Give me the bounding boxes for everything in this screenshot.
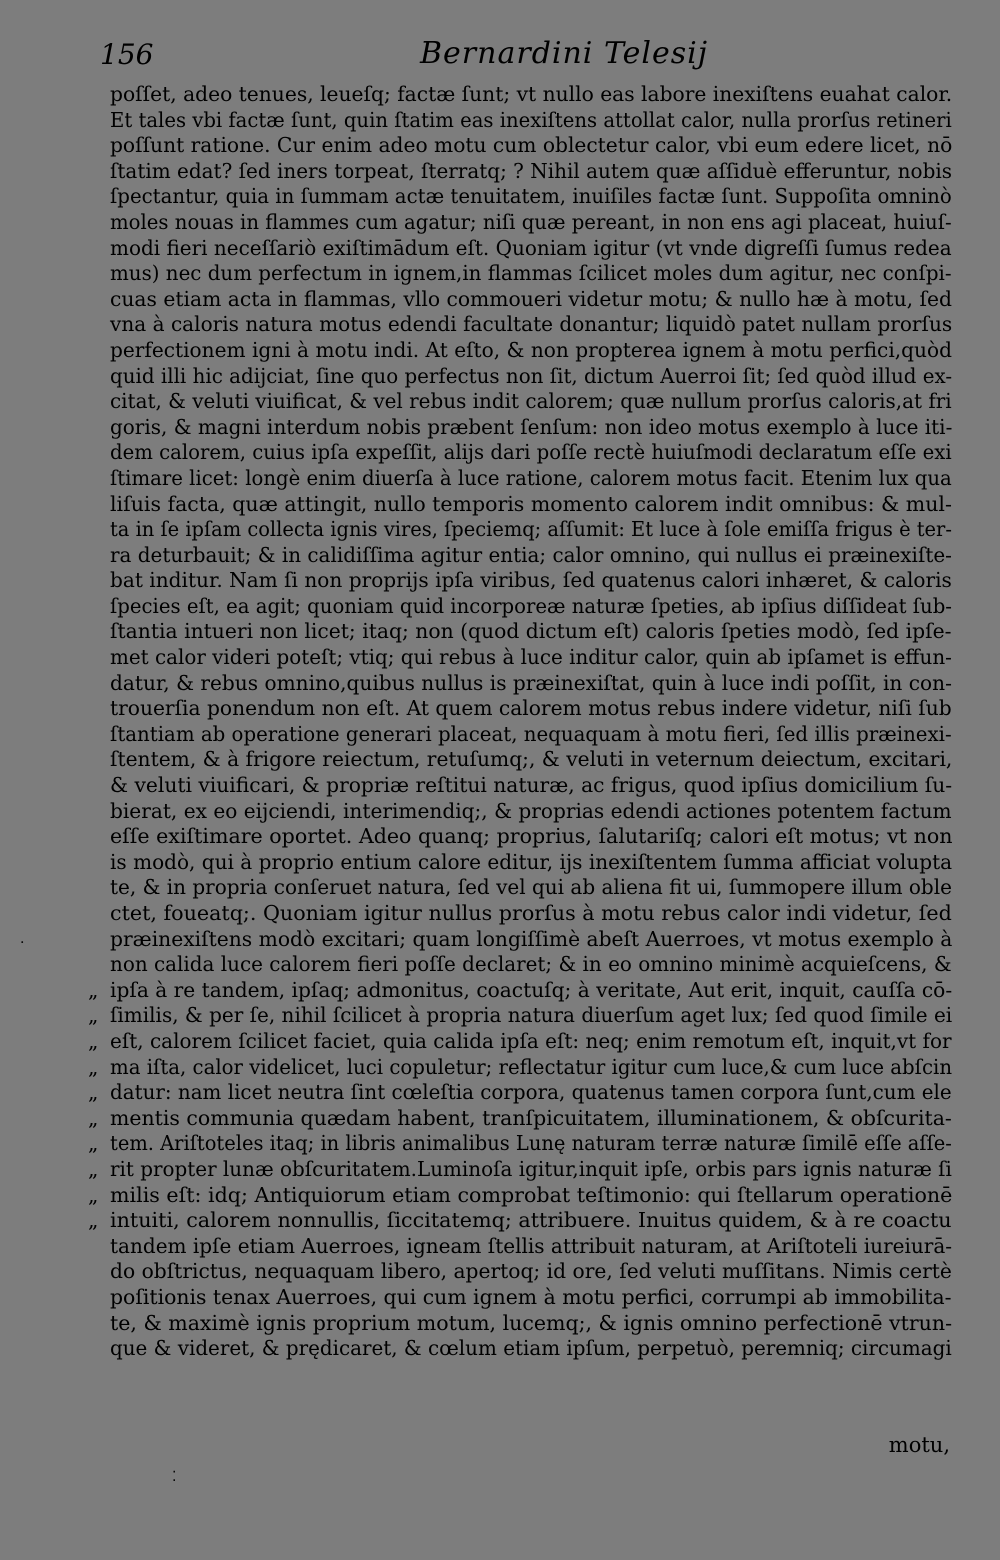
line-text: poſitionis tenax Auerroes, qui cum ignem à motu perfici, corrumpi ab immobilita- [110, 1284, 952, 1309]
line-text: goris, & magni interdum nobis præbent ſenſum: non ideo motus exemplo à luce iti- [110, 414, 953, 439]
line-text: ſpectantur, quia in ſummam actæ tenuitatem, inuiſiles factæ ſunt. Suppoſita omninò [110, 184, 952, 209]
text-line [0, 1157, 1000, 1183]
line-text: præinexiſtens modò excitari; quam longiſſimè abeſt Auerroes, vt motus exemplo à [110, 926, 953, 951]
text-line [0, 1183, 1000, 1209]
text-line [0, 799, 1000, 825]
quotation-marker: „ [88, 1003, 99, 1028]
text-line [0, 901, 1000, 927]
text-line [0, 312, 1000, 338]
text-line [0, 696, 1000, 722]
text-line [0, 645, 1000, 671]
text-line [0, 1311, 1000, 1337]
page-number: 156 [100, 38, 154, 71]
text-line [0, 543, 1000, 569]
line-text: perfectionem igni à motu indi. At eſto, & non propterea ignem à motu perfici,quòd [110, 337, 952, 362]
margin-speck: ⁚ [172, 1469, 177, 1485]
catchword: motu, [888, 1433, 950, 1457]
running-title: Bernardini Telesij [420, 36, 709, 71]
quotation-marker: „ [88, 1131, 99, 1156]
text-line [0, 568, 1000, 594]
text-line [0, 261, 1000, 287]
text-line [0, 133, 1000, 159]
line-text: ſtantiam ab operatione generari placeat, nequaquam à motu fieri, ſed illis præinexi- [110, 721, 952, 746]
line-text: datur: nam licet neutra ſint cœleſtia corpora, quatenus tamen corpora ſunt,cum ele [110, 1080, 952, 1105]
text-line [0, 184, 1000, 210]
line-text: tem. Ariſtoteles itaq; in libris animalibus Lunę naturam terræ naturæ ſimilē eſſe aſſe- [110, 1131, 952, 1156]
line-text: eſſe exiſtimare oportet. Adeo quanq; proprius, ſalutariſq; calori eſt motus; vt non [110, 824, 953, 849]
text-line [0, 1029, 1000, 1055]
text-line [0, 824, 1000, 850]
quotation-marker: „ [88, 1028, 99, 1053]
text-line [0, 389, 1000, 415]
text-line [0, 671, 1000, 697]
line-text: vna à caloris natura motus edendi facultate donantur; liquidò patet nullam prorſus [110, 312, 953, 337]
line-text: moles nouas in flammes cum agatur; niſi quæ pereant, in non ens agi placeat, huiuſ- [110, 209, 952, 234]
line-text: ſtentem, & à frigore reiectum, retuſumq;, & veluti in veternum deiectum, excitari, [110, 747, 953, 772]
text-line [0, 952, 1000, 978]
text-line [0, 927, 1000, 953]
page-header [100, 34, 960, 78]
line-text: met calor videri poteſt; vtiq; qui rebus à luce inditur calor, quin ab ipſamet is effun- [110, 645, 952, 670]
text-line [0, 978, 1000, 1004]
quotation-marker: „ [88, 1156, 99, 1181]
text-line [0, 517, 1000, 543]
body-text [0, 82, 1000, 1362]
text-line [0, 1259, 1000, 1285]
text-line [0, 415, 1000, 441]
text-line [0, 1055, 1000, 1081]
line-text: dem calorem, cuius ipſa expeſſit, alijs dari poſſe rectè huiuſmodi declaratum eſſe exi [110, 440, 952, 465]
line-text: is modò, qui à proprio entium calore editur, ijs inexiſtentem ſumma afficiat volupta [110, 849, 953, 874]
line-text: ipſa à re tandem, ipſaq; admonitus, coactuſq; à veritate, Aut erit, inquit, cauſſa cō- [110, 977, 953, 1002]
line-text: tandem ipſe etiam Auerroes, igneam ſtellis attribuit naturam, at Ariſtoteli iureiurā- [110, 1233, 953, 1258]
text-line [0, 364, 1000, 390]
line-text: milis eſt: idq; Antiquiorum etiam comprobat teſtimonio: qui ſtellarum operationē [110, 1182, 953, 1207]
text-line [0, 210, 1000, 236]
quotation-marker: „ [88, 977, 99, 1002]
line-text: do obſtrictus, nequaquam libero, apertoq; id ore, ſed veluti muſſitans. Nimis certè [110, 1259, 952, 1284]
line-text: Et tales vbi factæ ſunt, quin ſtatim eas inexiſtens attollat calor, nulla prorſus retineri [110, 107, 952, 132]
text-line [0, 747, 1000, 773]
line-text: ctet, foueatq;. Quoniam igitur nullus prorſus à motu rebus calor indi videtur, ſed [110, 901, 952, 925]
text-line [0, 1285, 1000, 1311]
text-line [0, 1106, 1000, 1132]
margin-speck: · [20, 935, 25, 951]
text-line [0, 236, 1000, 262]
text-line [0, 1131, 1000, 1157]
line-text: mus) nec dum perfectum in ignem,in flammas ſcilicet moles dum agitur, nec conſpi- [110, 261, 952, 286]
line-text: ſtimare licet: longè enim diuerſa à luce ratione, calorem motus facit. Etenim lux qua [110, 465, 952, 490]
line-text: ma iſta, calor videlicet, luci copuletur; reflectatur igitur cum luce,& cum luce abſcin [110, 1054, 953, 1079]
quotation-marker: „ [88, 1105, 99, 1130]
quotation-marker: „ [88, 1182, 99, 1207]
line-text: non calida luce calorem fieri poſſe declaret; & in eo omnino minimè acquieſcens, & [110, 952, 952, 977]
line-text: ſtatim edat? ſed iners torpeat, ſterratq; ? Nihil autem quæ aſſiduè efferuntur, nobis [110, 158, 953, 183]
line-text: intuiti, calorem nonnullis, ſiccitatemq; attribuere. Inuitus quidem, & à re coactu [110, 1208, 952, 1233]
line-text: trouerſia ponendum non eſt. At quem calorem motus rebus indere videtur, niſi ſub [110, 696, 952, 721]
line-text: modi fieri neceſſariò exiſtimādum eſt. Quoniam igitur (vt vnde digreſſi ſumus redea [110, 235, 952, 260]
line-text: eſt, calorem ſcilicet faciet, quia calida ipſa eſt: neq; enim remotum eſt, inquit,vt for [110, 1028, 952, 1053]
line-text: & veluti viuificari, & propriæ reſtitui naturæ, ac frigus, quod ipſius domicilium ſu- [110, 773, 953, 798]
text-line [0, 619, 1000, 645]
text-line [0, 440, 1000, 466]
line-text: poſſunt ratione. Cur enim adeo motu cum oblectetur calor, vbi eum edere licet, nō [110, 133, 953, 158]
quotation-marker: „ [88, 1054, 99, 1079]
text-line [0, 875, 1000, 901]
text-line [0, 594, 1000, 620]
line-text: poſſet, adeo tenues, leueſq; factæ ſunt; vt nullo eas labore inexiſtens euahat calor. [110, 82, 953, 106]
line-text: ſtantia intueri non licet; itaq; non (quod dictum eſt) caloris ſpeties modò, ſed ipſe- [110, 619, 952, 644]
text-line [0, 722, 1000, 748]
line-text: quid illi hic adijciat, ſine quo perfectus non ſit, dictum Auerroi ſit; ſed quòd illud ex- [110, 363, 953, 388]
line-text: cuas etiam acta in flammas, vllo commoueri videtur motu; & nullo hæ à motu, ſed [110, 286, 953, 311]
line-text: ſpecies eſt, ea agit; quoniam quid incorporeæ naturæ ſpeties, ab ipſius diſſideat ſub- [110, 593, 952, 618]
line-text: mentis communia quædam habent, tranſpicuitatem, illuminationem, & obſcurita- [110, 1105, 952, 1130]
line-text: citat, & veluti viuificat, & vel rebus indit calorem; quæ nullum prorſus caloris,at fri [110, 389, 952, 414]
line-text: que & videret, & prędicaret, & cœlum etiam ipſum, perpetuò, peremniq; circumagi [110, 1336, 952, 1361]
line-text: liſuis facta, quæ attingit, nullo temporis momento calorem indit omnibus: & mul- [110, 491, 952, 516]
text-line [0, 338, 1000, 364]
line-text: te, & in propria conſeruet natura, ſed vel qui ab aliena fit ui, ſummopere illum oble [110, 875, 952, 900]
line-text: te, & maximè ignis proprium motum, lucemq;, & ignis omnino perfectionē vtrun- [110, 1310, 953, 1335]
text-line [0, 287, 1000, 313]
line-text: ta in ſe ipſam collecta ignis vires, ſpeciemq; aſſumit: Et luce à ſole emiſſa frigus è ter- [110, 517, 952, 542]
line-text: rit propter lunæ obſcuritatem.Luminoſa igitur,inquit ipſe, orbis pars ignis naturæ ſi [110, 1156, 952, 1181]
text-line [0, 466, 1000, 492]
text-line [0, 159, 1000, 185]
text-line [0, 492, 1000, 518]
line-text: ra deturbauit; & in calidiſſima agitur entia; calor omnino, qui nullus ei præinexiſte- [110, 542, 952, 567]
text-line [0, 108, 1000, 134]
line-text: bat inditur. Nam ſi non proprijs ipſa viribus, ſed quatenus calori inhæret, & caloris [110, 568, 952, 593]
text-line [0, 1003, 1000, 1029]
quotation-marker: „ [88, 1208, 99, 1233]
text-line [0, 1336, 1000, 1362]
text-line [0, 773, 1000, 799]
text-line [0, 1208, 1000, 1234]
text-line [0, 850, 1000, 876]
text-line [0, 1080, 1000, 1106]
text-line [0, 1234, 1000, 1260]
text-line [0, 82, 1000, 108]
line-text: bierat, ex eo eijciendi, interimendiq;, & proprias edendi actiones potentem factum [110, 798, 952, 823]
line-text: ſimilis, & per ſe, nihil ſcilicet à propria natura diuerſum aget lux; ſed quod ſimile ei [110, 1003, 953, 1028]
quotation-marker: „ [88, 1080, 99, 1105]
line-text: datur, & rebus omnino,quibus nullus is præinexiſtat, quin à luce indi poſſit, in con- [110, 670, 952, 695]
